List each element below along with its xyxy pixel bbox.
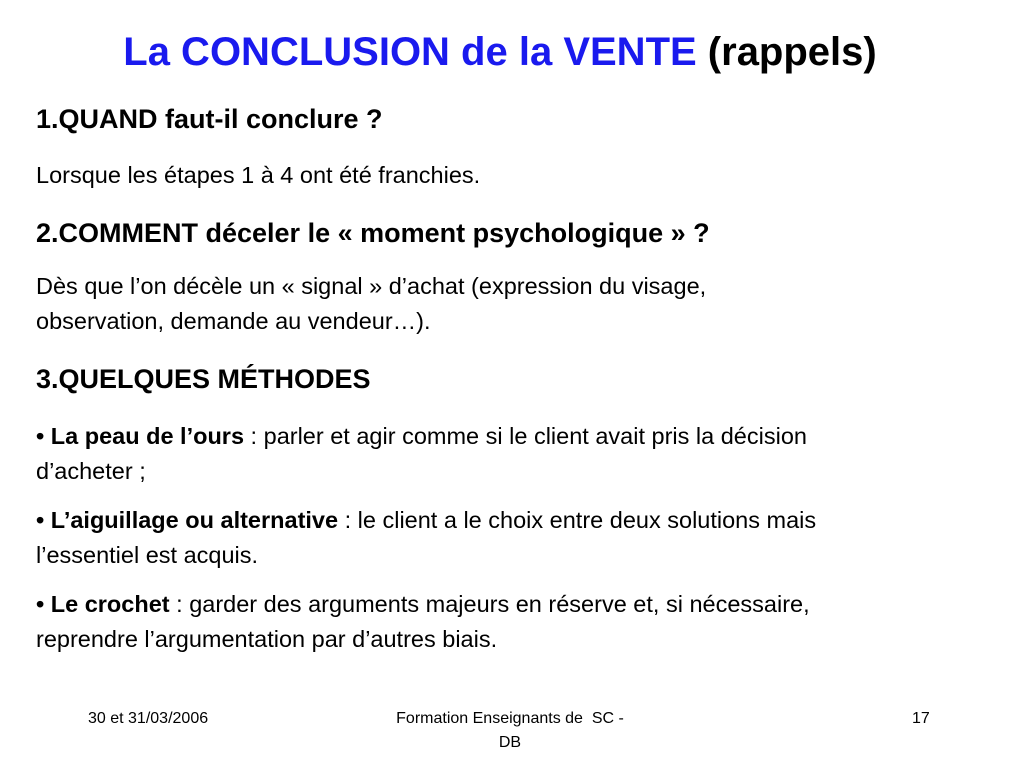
footer-center	[330, 707, 690, 755]
method-item-line2: reprendre l’argumentation par d’autres biais.	[36, 626, 498, 652]
method-item	[36, 503, 996, 573]
footer-center-line1: Formation Enseignants de SC -	[396, 710, 624, 727]
section-2-heading: 2.COMMENT déceler le « moment psychologique » ?	[36, 218, 710, 248]
method-item-line1	[36, 419, 996, 454]
method-description: : parler et agir comme si le client avait pris la décision	[244, 423, 807, 449]
section-2-text	[36, 269, 996, 339]
section-1-heading: 1.QUAND faut-il conclure ?	[36, 104, 383, 134]
page-number: 17	[912, 710, 930, 727]
section-3-heading: 3.QUELQUES MÉTHODES	[36, 364, 371, 394]
slide-title	[0, 28, 1000, 76]
section-2-text-line2: observation, demande au vendeur…).	[36, 308, 431, 334]
slide-title-suffix: (rappels)	[696, 30, 877, 74]
footer-date: 30 et 31/03/2006	[88, 710, 209, 727]
method-item-line1	[36, 503, 996, 538]
method-description: : garder des arguments majeurs en réserve et, si nécessaire,	[169, 591, 810, 617]
method-item-line1	[36, 587, 996, 622]
method-item-line2: d’acheter ;	[36, 458, 146, 484]
method-description: : le client a le choix entre deux solutions mais	[338, 507, 817, 533]
method-item-line2: l’essentiel est acquis.	[36, 542, 259, 568]
footer-center-line2: DB	[498, 734, 522, 751]
method-item	[36, 587, 996, 657]
method-name: • L’aiguillage ou alternative	[36, 507, 339, 533]
method-name: • Le crochet	[36, 591, 170, 617]
method-name: • La peau de l’ours	[36, 423, 245, 449]
section-1-text: Lorsque les étapes 1 à 4 ont été franchies.	[36, 162, 481, 188]
method-item	[36, 419, 996, 489]
section-2-text-line1: Dès que l’on décèle un « signal » d’achat (expression du visage,	[36, 273, 707, 299]
slide-title-main: La CONCLUSION de la VENTE	[123, 30, 697, 74]
